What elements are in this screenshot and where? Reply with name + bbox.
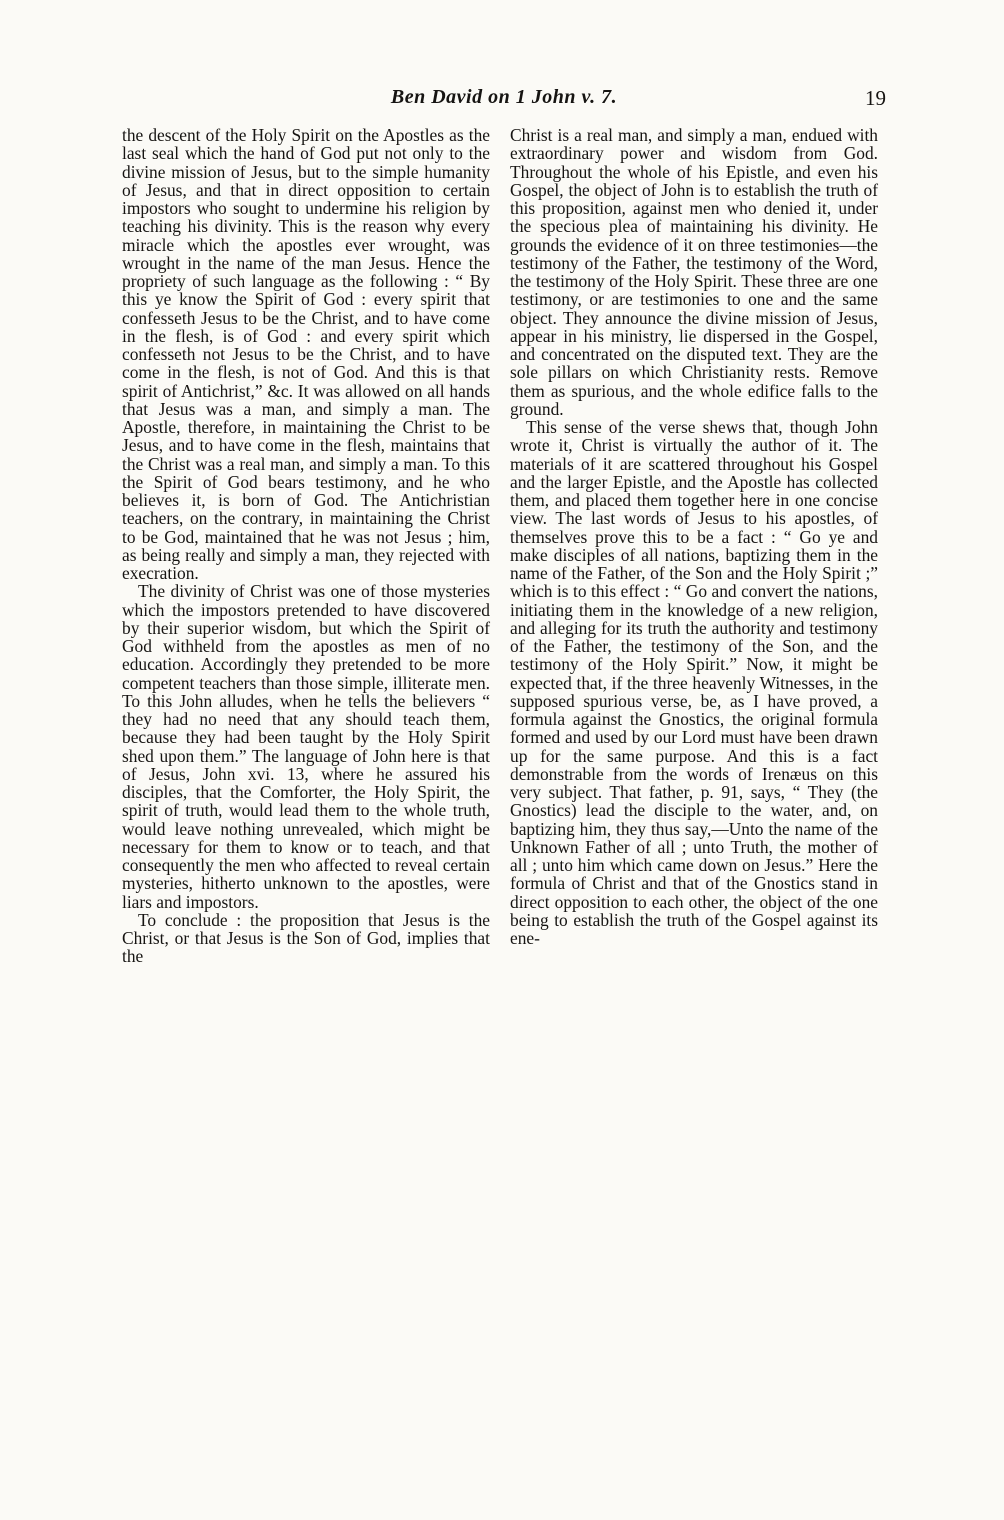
paragraph: Christ is a real man, and simply a man, endued with extraordinary power and wisdom from God. Throughout the whole of his Epistle, and even his Gospel, the object of John is to establish the truth of this proposition, against men who denied it, under the specious plea of maintaining his divinity. He grounds the evidence of it on three testimonies—the testimony of the Father, the testimony of the Word, the testimony of the Holy Spirit. These three are one testimony, or are testimonies to one and the same object. They announce the divine mission of Jesus, appear in his ministry, lie dispersed in the Gospel, and concentrated on the disputed text. They are the sole pillars on which Christianity rests. Remove them as spurious, and the whole edifice falls to the ground. [510,125,878,419]
paragraph: the descent of the Holy Spirit on the Apostles as the last seal which the hand of God put not only to the divine mission of Jesus, but to the simple humanity of Jesus, and that in direct opposition to certain impostors who sought to undermine his religion by teaching his divinity. This is the reason why every miracle which the apostles ever wrought, was wrought in the name of the man Jesus. Hence the propriety of such language as the following : “ By this ye know the Spirit of God : every spirit that confesseth Jesus to be the Christ, and to have come in the flesh, is of God : and every spirit which confesseth not Jesus to be the Christ, and to have come in the flesh, is not of God. And this is that spirit of Antichrist,” &c. It was allowed on all hands that Jesus was a man, and simply a man. The Apostle, therefore, in maintaining the Christ to be Jesus, and to have come in the flesh, maintains that the Christ was a real man, and simply a man. To this the Spirit of God bears testimony, and he who believes it, is born of God. The Antichristian teachers, on the contrary, in maintaining the Christ to be God, maintained that he was not Jesus ; him, as being really and simply a man, they rejected with execration. [122,125,490,583]
right-column [510,126,878,947]
running-title: Ben David on 1 John v. 7. [390,86,618,108]
paragraph: This sense of the verse shews that, though John wrote it, Christ is virtually the author of it. The materials of it are scattered throughout his Gospel and the larger Epistle, and the Apostle has collected them, and placed them together here in one concise view. The last words of Jesus to his apostles, of themselves prove this to be a fact : “ Go ye and make disciples of all nations, baptizing them in the name of the Father, of the Son and the Holy Spirit ;” which is to this effect : “ Go and convert the nations, initiating them in the knowledge of a new religion, and alleging for its truth the authority and testimony of the Father, the testimony of the Son, and the testimony of the Holy Spirit.” Now, it might be expected that, if the three heavenly Witnesses, in the supposed spurious verse, be, as I have proved, a formula against the Gnostics, the original formula formed and used by our Lord must have been drawn up for the same purpose. And this is a fact demonstrable from the words of Irenæus on this very subject. That father, p. 91, says, “ They (the Gnostics) lead the disciple to the water, and, on baptizing him, they thus say,—Unto the name of the Unknown Father of all ; unto Truth, the mother of all ; unto him which came down on Jesus.” Here the formula of Christ and that of the Gnostics stand in direct opposition to each other, the object of the one being to establish the truth of the Gospel against its ene- [510,417,878,948]
running-head [122,86,886,116]
left-column [122,126,490,966]
paragraph: The divinity of Christ was one of those mysteries which the impostors pretended to have discovered by their superior wisdom, but which the Spirit of God withheld from the apostles as men of no education. Accordingly they pretended to be more competent teachers than those simple, illiterate men. To this John alludes, when he tells the believers “ they had no need that any should teach them, because they had been taught by the Holy Spirit shed upon them.” The language of John here is that of Jesus, John xvi. 13, where he assured his disciples, that the Comforter, the Holy Spirit, the spirit of truth, would lead them to the whole truth, would leave nothing unrevealed, which might be necessary for them to know or to teach, and that consequently the men who affected to reveal certain mysteries, hitherto unknown to the apostles, were liars and impostors. [122,581,490,912]
paragraph: To conclude : the proposition that Jesus is the Christ, or that Jesus is the Son of God, implies that the [122,909,490,967]
page-number: 19 [865,86,886,110]
